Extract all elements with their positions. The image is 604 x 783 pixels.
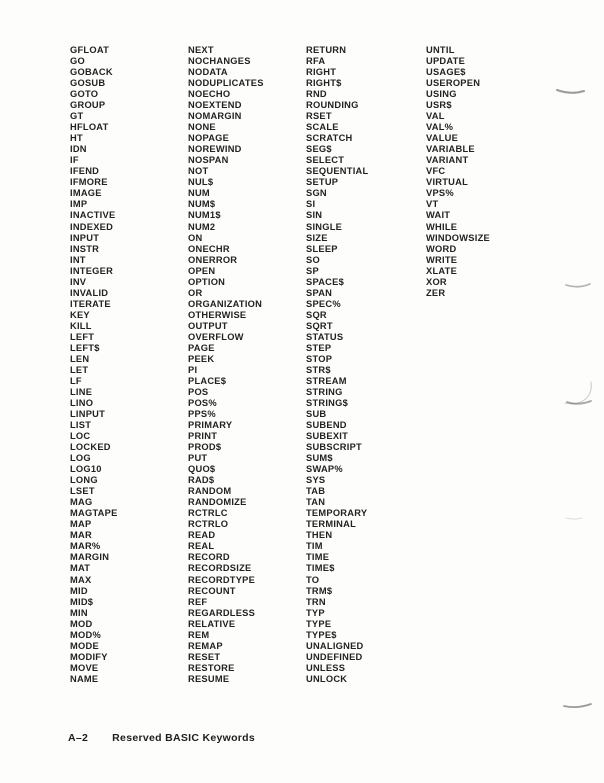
page-footer xyxy=(68,732,255,744)
keyword-item: TO xyxy=(306,574,320,585)
keyword-item: UNDEFINED xyxy=(306,651,363,662)
keyword-item: PEEK xyxy=(188,353,215,364)
keyword-item: PAGE xyxy=(188,342,215,353)
keyword-item: NUM1$ xyxy=(188,210,221,221)
keyword-item: OTHERWISE xyxy=(188,309,247,320)
keyword-item: RND xyxy=(306,89,327,100)
keyword-item: WRITE xyxy=(426,254,458,265)
keyword-item: NEXT xyxy=(188,45,214,55)
keyword-item: RCTRLO xyxy=(188,519,229,530)
keyword-item: REMAP xyxy=(188,640,223,651)
keyword-item: VAL% xyxy=(426,122,454,133)
keyword-item: LOCKED xyxy=(70,442,111,453)
keyword-item: STRING xyxy=(306,386,343,397)
keyword-item: VALUE xyxy=(426,133,459,144)
keyword-item: REM xyxy=(188,629,210,640)
keyword-item: NUM$ xyxy=(188,199,216,210)
keyword-item: XOR xyxy=(426,276,447,287)
keyword-item: LONG xyxy=(70,475,98,486)
page-curl-mark xyxy=(562,512,586,514)
keyword-item: IMAGE xyxy=(70,188,102,199)
keyword-item: SPEC% xyxy=(306,298,341,309)
keyword-item: GOSUB xyxy=(70,78,106,89)
keyword-item: UNLESS xyxy=(306,662,346,673)
keyword-item: UNTIL xyxy=(426,45,455,55)
keyword-item: REGARDLESS xyxy=(188,607,256,618)
keyword-item: INDEXED xyxy=(70,221,114,232)
keyword-item: WAIT xyxy=(426,210,451,221)
keyword-item: RESUME xyxy=(188,673,230,684)
keyword-item: ITERATE xyxy=(70,298,111,309)
keyword-item: NOCHANGES xyxy=(188,56,251,67)
keyword-item: SEG$ xyxy=(306,144,332,155)
keyword-item: SPACE$ xyxy=(306,276,345,287)
keyword-item: TYP xyxy=(306,607,325,618)
keyword-item: LEFT xyxy=(70,331,95,342)
keyword-item: SGN xyxy=(306,188,327,199)
keyword-item: ONERROR xyxy=(188,254,238,265)
keyword-item: RIGHT$ xyxy=(306,78,342,89)
keyword-item: NUL$ xyxy=(188,177,214,188)
keyword-item: LOC xyxy=(70,431,91,442)
page-number: A–2 xyxy=(68,732,89,744)
keyword-item: OUTPUT xyxy=(188,320,228,331)
keyword-item: MAR% xyxy=(70,541,101,552)
keyword-item: MODE xyxy=(70,640,99,651)
keyword-item: TERMINAL xyxy=(306,519,357,530)
keyword-column-2 xyxy=(188,45,264,685)
keyword-item: TAB xyxy=(306,486,326,497)
keyword-item: ZER xyxy=(426,287,446,298)
keyword-item: NOPAGE xyxy=(188,133,230,144)
keyword-item: NODUPLICATES xyxy=(188,78,264,89)
keyword-item: LOG xyxy=(70,453,91,464)
keyword-item: USING xyxy=(426,89,457,100)
keyword-item: IFMORE xyxy=(70,177,108,188)
keyword-item: STEP xyxy=(306,342,332,353)
keyword-item: SYS xyxy=(306,475,326,486)
keyword-item: USAGE$ xyxy=(426,67,466,78)
keyword-item: MAR xyxy=(70,530,92,541)
keyword-item: TRM$ xyxy=(306,585,333,596)
keyword-item: UPDATE xyxy=(426,56,466,67)
keyword-column-4 xyxy=(426,45,490,299)
keyword-item: NOEXTEND xyxy=(188,100,242,111)
keyword-item: KEY xyxy=(70,309,90,320)
keyword-item: SUBEND xyxy=(306,420,347,431)
keyword-item: RELATIVE xyxy=(188,618,236,629)
keyword-item: READ xyxy=(188,530,216,541)
keyword-item: PROD$ xyxy=(188,442,222,453)
keyword-item: NODATA xyxy=(188,67,228,78)
keyword-item: USEROPEN xyxy=(426,78,481,89)
keyword-item: INSTR xyxy=(70,243,100,254)
keyword-item: NOT xyxy=(188,166,209,177)
keyword-item: MAX xyxy=(70,574,92,585)
keyword-item: RCTRLC xyxy=(188,508,228,519)
keyword-item: LINPUT xyxy=(70,409,106,420)
keyword-item: TRN xyxy=(306,596,326,607)
page-curl-mark xyxy=(566,518,582,519)
keyword-item: UNALIGNED xyxy=(306,640,364,651)
keyword-item: MAG xyxy=(70,497,93,508)
keyword-item: XLATE xyxy=(426,265,458,276)
keyword-item: NOSPAN xyxy=(188,155,229,166)
keyword-item: MOD xyxy=(70,618,93,629)
keyword-item: WINDOWSIZE xyxy=(426,232,490,243)
keyword-item: LF xyxy=(70,375,82,386)
keyword-item: SQR xyxy=(306,309,327,320)
keyword-item: THEN xyxy=(306,530,333,541)
keyword-item: MID$ xyxy=(70,596,94,607)
keyword-item: INTEGER xyxy=(70,265,114,276)
keyword-item: OPTION xyxy=(188,276,226,287)
keyword-item: POS xyxy=(188,386,209,397)
keyword-item: IDN xyxy=(70,144,87,155)
keyword-item: STATUS xyxy=(306,331,344,342)
keyword-item: RIGHT xyxy=(306,67,337,78)
keyword-item: RECORD xyxy=(188,552,230,563)
keyword-item: RESET xyxy=(188,651,221,662)
keyword-item: MOVE xyxy=(70,662,99,673)
footer-title: Reserved BASIC Keywords xyxy=(112,732,256,744)
keyword-item: SO xyxy=(306,254,320,265)
keyword-item: PRINT xyxy=(188,431,218,442)
keyword-item: TIM xyxy=(306,541,323,552)
keyword-item: PUT xyxy=(188,453,208,464)
keyword-item: LET xyxy=(70,364,89,375)
keyword-item: RECOUNT xyxy=(188,585,236,596)
keyword-item: SUBSCRIPT xyxy=(306,442,362,453)
keyword-item: NOREWIND xyxy=(188,144,242,155)
keyword-item: SUM$ xyxy=(306,453,333,464)
keyword-column-3 xyxy=(306,45,368,685)
page-curl-mark xyxy=(557,90,584,93)
keyword-item: SUBEXIT xyxy=(306,431,349,442)
keyword-item: ONECHR xyxy=(188,243,230,254)
keyword-item: SP xyxy=(306,265,319,276)
keyword-item: PI xyxy=(188,364,198,375)
keyword-item: MODIFY xyxy=(70,651,108,662)
keyword-item: HT xyxy=(70,133,83,144)
keyword-item: INVALID xyxy=(70,287,109,298)
keyword-item: GOBACK xyxy=(70,67,113,78)
keyword-item: INACTIVE xyxy=(70,210,116,221)
keyword-item: RETURN xyxy=(306,45,347,55)
keyword-item: POS% xyxy=(188,398,217,408)
keyword-item: TIME xyxy=(306,552,330,563)
keyword-item: MAGTAPE xyxy=(70,508,118,519)
keyword-item: MIN xyxy=(70,607,88,618)
keyword-item: MAP xyxy=(70,519,92,530)
keyword-item: IMP xyxy=(70,199,88,210)
keyword-item: SLEEP xyxy=(306,243,338,254)
keyword-item: LINO xyxy=(70,398,94,408)
keyword-item: NOECHO xyxy=(188,89,231,100)
keyword-item: ROUNDING xyxy=(306,100,359,111)
keyword-item: PRIMARY xyxy=(188,420,233,431)
keyword-item: USR$ xyxy=(426,100,452,111)
keyword-item: SCRATCH xyxy=(306,133,353,144)
page-curl-mark xyxy=(567,401,591,404)
keyword-item: TYPE$ xyxy=(306,629,337,640)
keyword-item: VIRTUAL xyxy=(426,177,469,188)
keyword-item: LEFT$ xyxy=(70,342,100,353)
keyword-item: VFC xyxy=(426,166,446,177)
keyword-item: SIZE xyxy=(306,232,328,243)
keyword-item: SCALE xyxy=(306,122,339,133)
keyword-item: WHILE xyxy=(426,221,458,232)
keyword-item: TEMPORARY xyxy=(306,508,368,519)
keyword-item: ON xyxy=(188,232,203,243)
keyword-item: KILL xyxy=(70,320,92,331)
keyword-item: INPUT xyxy=(70,232,100,243)
keyword-item: STOP xyxy=(306,353,333,364)
keyword-item: RSET xyxy=(306,111,332,122)
keyword-item: RECORDSIZE xyxy=(188,563,252,574)
keyword-item: LIST xyxy=(70,420,92,431)
keyword-item: SPAN xyxy=(306,287,333,298)
keyword-item: INT xyxy=(70,254,86,265)
keyword-item: RFA xyxy=(306,56,326,67)
keyword-item: PPS% xyxy=(188,409,216,420)
keyword-item: VAL xyxy=(426,111,445,122)
keyword-item: TYPE xyxy=(306,618,332,629)
keyword-item: SINGLE xyxy=(306,221,343,232)
keyword-item: PLACE$ xyxy=(188,375,227,386)
keyword-item: REF xyxy=(188,596,208,607)
keyword-item: OVERFLOW xyxy=(188,331,244,342)
keyword-item: SELECT xyxy=(306,155,345,166)
keyword-item: UNLOCK xyxy=(306,673,348,684)
keyword-item: NONE xyxy=(188,122,216,133)
keyword-item: TIME$ xyxy=(306,563,335,574)
keyword-item: GOTO xyxy=(70,89,99,100)
keyword-item: NAME xyxy=(70,673,99,684)
keyword-item: OPEN xyxy=(188,265,216,276)
keyword-item: TAN xyxy=(306,497,326,508)
keyword-item: GO xyxy=(70,56,85,67)
keyword-item: ORGANIZATION xyxy=(188,298,263,309)
keyword-item: LINE xyxy=(70,386,93,397)
keyword-item: MAT xyxy=(70,563,91,574)
keyword-item: QUO$ xyxy=(188,464,216,475)
keyword-item: SUB xyxy=(306,409,327,420)
keyword-item: SWAP% xyxy=(306,464,343,475)
keyword-item: OR xyxy=(188,287,203,298)
keyword-item: WORD xyxy=(426,243,457,254)
keyword-item: REAL xyxy=(188,541,215,552)
page-curl-mark xyxy=(565,382,591,404)
keyword-item: SIN xyxy=(306,210,323,221)
keyword-item: RAD$ xyxy=(188,475,215,486)
keyword-item: VT xyxy=(426,199,439,210)
keyword-item: NUM xyxy=(188,188,210,199)
keyword-item: RECORDTYPE xyxy=(188,574,256,585)
keyword-item: GFLOAT xyxy=(70,45,110,55)
keyword-item: RESTORE xyxy=(188,662,235,673)
keyword-item: SEQUENTIAL xyxy=(306,166,369,177)
keyword-item: INV xyxy=(70,276,87,287)
keyword-item: VPS% xyxy=(426,188,454,199)
keyword-item: LEN xyxy=(70,353,90,364)
keyword-item: LOG10 xyxy=(70,464,102,475)
keyword-item: RANDOM xyxy=(188,486,232,497)
keyword-item: SQRT xyxy=(306,320,333,331)
keyword-item: SI xyxy=(306,199,316,210)
keyword-item: VARIANT xyxy=(426,155,469,166)
keyword-item: SETUP xyxy=(306,177,339,188)
page-curl-mark xyxy=(564,704,591,707)
keyword-item: STRING$ xyxy=(306,398,349,408)
keyword-item: GROUP xyxy=(70,100,106,111)
keyword-item: GT xyxy=(70,111,84,122)
keyword-item: NUM2 xyxy=(188,221,216,232)
keyword-item: IF xyxy=(70,155,79,166)
keyword-item: STR$ xyxy=(306,364,331,375)
keyword-item: MOD% xyxy=(70,629,101,640)
keyword-item: STREAM xyxy=(306,375,347,386)
keyword-item: MID xyxy=(70,585,88,596)
page-curl-mark xyxy=(566,284,590,287)
keyword-item: VARIABLE xyxy=(426,144,475,155)
keyword-item: NOMARGIN xyxy=(188,111,242,122)
keyword-item: LSET xyxy=(70,486,95,497)
keyword-item: IFEND xyxy=(70,166,100,177)
keyword-item: HFLOAT xyxy=(70,122,109,133)
keyword-item: RANDOMIZE xyxy=(188,497,247,508)
keyword-column-1 xyxy=(70,45,118,685)
keyword-item: MARGIN xyxy=(70,552,110,563)
